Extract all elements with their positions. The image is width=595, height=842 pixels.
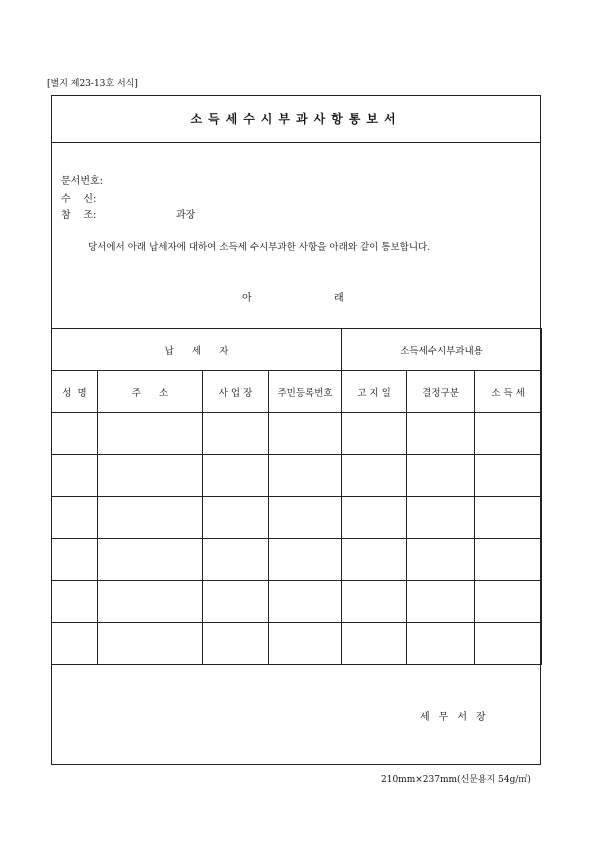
document-title: 소득세수시부과사항통보서: [190, 112, 402, 126]
col-decision-type: 결정구분: [407, 371, 475, 413]
title-row: [51, 95, 541, 143]
tax-office-chief: 세무서장: [420, 712, 495, 723]
reference-label: 참 조:: [61, 210, 97, 221]
taxpayer-table: [51, 328, 542, 665]
col-resident-number: 주민등록번호: [269, 371, 342, 413]
group-header-content: 소득세수시부과내용: [342, 329, 542, 371]
group-header-row: [52, 329, 542, 371]
doc-number-row: [61, 172, 103, 187]
reference-row: [61, 206, 96, 221]
table-row: [52, 413, 542, 455]
table-row: [52, 623, 542, 665]
col-name: 성 명: [52, 371, 98, 413]
table-row: [52, 581, 542, 623]
table-row: [52, 497, 542, 539]
col-business-place: 사 업 장: [203, 371, 269, 413]
notice-body-text: 당서에서 아래 납세자에 대하여 소득세 수시부과한 사항을 아래와 같이 통보합니다.: [88, 242, 431, 253]
col-address: 주 소: [98, 371, 203, 413]
below-word-2: 래: [334, 293, 344, 304]
paper-spec: 210mm×237mm(신문용지 54g/㎡): [381, 775, 531, 785]
col-notice-date: 고 지 일: [342, 371, 407, 413]
recipient-row: [61, 190, 96, 205]
form-number-label: [별지 제23-13호 서식]: [47, 79, 138, 89]
column-header-row: [52, 371, 542, 413]
doc-number-label: 문서번호:: [61, 176, 104, 187]
recipient-label: 수 신:: [61, 194, 97, 205]
col-income-tax: 소 득 세: [475, 371, 542, 413]
table-row: [52, 455, 542, 497]
table-row: [52, 539, 542, 581]
group-header-taxpayer: 납 세 자: [52, 329, 342, 371]
below-word-1: 아: [242, 293, 252, 304]
reference-value: 과장: [176, 210, 196, 221]
